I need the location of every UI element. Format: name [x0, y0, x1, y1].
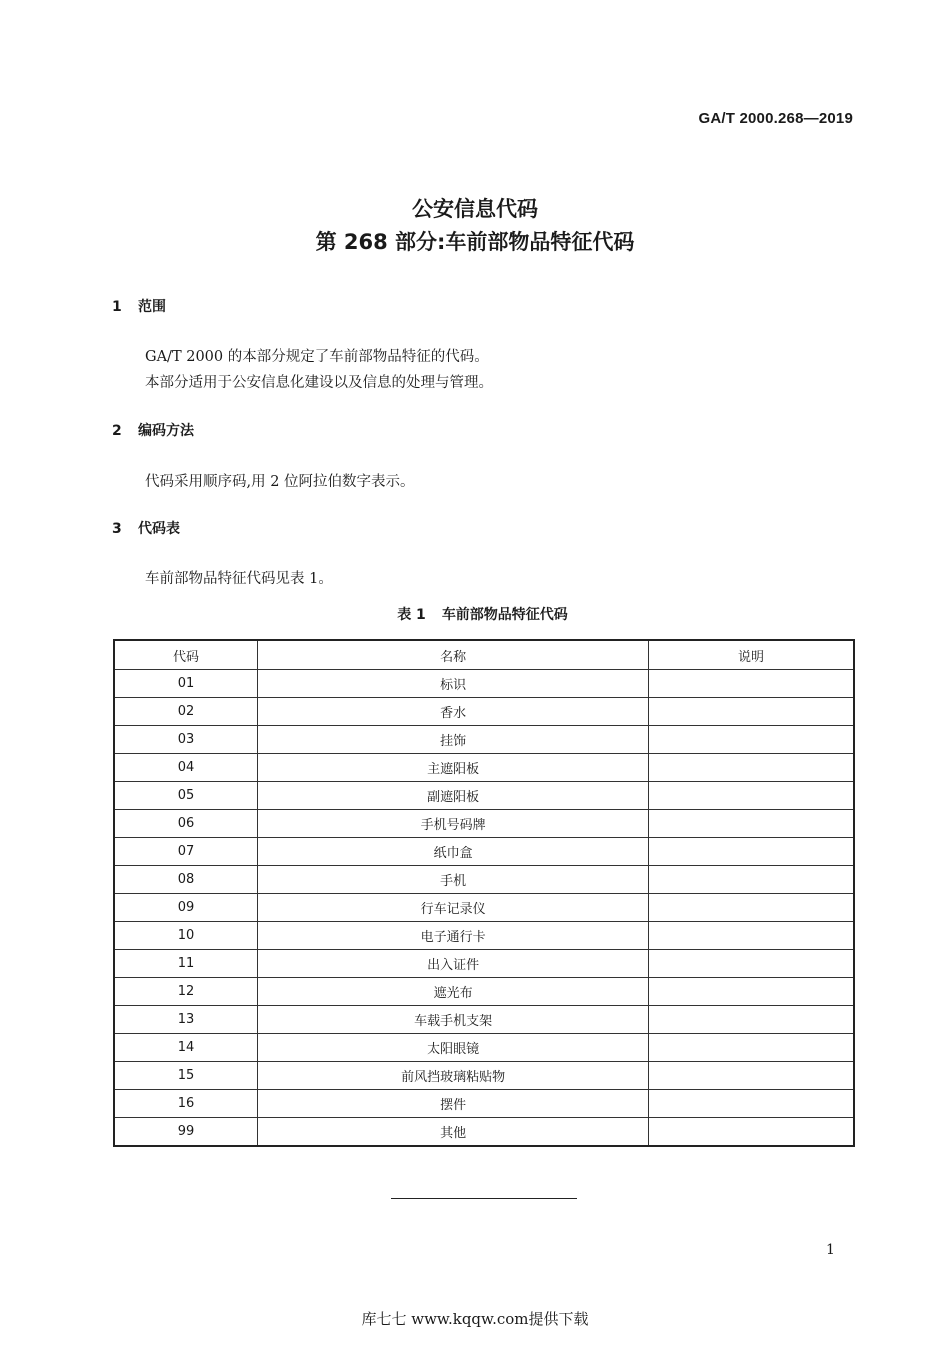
cell-name: 前风挡玻璃粘贴物: [258, 1062, 649, 1090]
cell-note: [649, 726, 854, 754]
table-row: [114, 782, 854, 810]
end-rule: [391, 1198, 577, 1199]
cell-name: 手机: [258, 866, 649, 894]
cell-name: 副遮阳板: [258, 782, 649, 810]
cell-note: [649, 950, 854, 978]
section-number: 2: [112, 423, 122, 439]
cell-code: 04: [114, 754, 258, 782]
cell-name: 摆件: [258, 1090, 649, 1118]
table-row: [114, 1118, 854, 1147]
cell-name: 遮光布: [258, 978, 649, 1006]
cell-note: [649, 866, 854, 894]
cell-name: 车载手机支架: [258, 1006, 649, 1034]
table-row: [114, 670, 854, 698]
cell-note: [649, 1034, 854, 1062]
paragraph: 车前部物品特征代码见表 1。: [145, 571, 333, 587]
cell-note: [649, 670, 854, 698]
paragraph: 代码采用顺序码,用 2 位阿拉伯数字表示。: [145, 474, 415, 490]
cell-name: 主遮阳板: [258, 754, 649, 782]
table-caption-title: 车前部物品特征代码: [441, 607, 568, 623]
section-title: 编码方法: [138, 423, 194, 439]
cell-note: [649, 922, 854, 950]
cell-note: [649, 754, 854, 782]
column-header-code: 代码: [114, 640, 258, 670]
table-row: [114, 978, 854, 1006]
table-row: [114, 1062, 854, 1090]
page-number: 1: [826, 1242, 835, 1258]
table-row: [114, 950, 854, 978]
cell-code: 02: [114, 698, 258, 726]
table-row: [114, 754, 854, 782]
cell-note: [649, 978, 854, 1006]
cell-name: 其他: [258, 1118, 649, 1147]
cell-name: 香水: [258, 698, 649, 726]
cell-code: 07: [114, 838, 258, 866]
cell-note: [649, 698, 854, 726]
cell-note: [649, 1006, 854, 1034]
table-row: [114, 838, 854, 866]
table-row: [114, 1090, 854, 1118]
table-row: [114, 1006, 854, 1034]
cell-code: 08: [114, 866, 258, 894]
cell-name: 出入证件: [258, 950, 649, 978]
section-heading-code-table: [112, 518, 180, 538]
cell-note: [649, 810, 854, 838]
cell-name: 电子通行卡: [258, 922, 649, 950]
table-header-row: [114, 640, 854, 670]
cell-note: [649, 894, 854, 922]
cell-code: 05: [114, 782, 258, 810]
cell-note: [649, 1118, 854, 1147]
column-header-note: 说明: [649, 640, 854, 670]
cell-name: 标识: [258, 670, 649, 698]
section-title: 代码表: [138, 521, 180, 537]
cell-name: 手机号码牌: [258, 810, 649, 838]
cell-name: 太阳眼镜: [258, 1034, 649, 1062]
cell-code: 09: [114, 894, 258, 922]
cell-name: 挂饰: [258, 726, 649, 754]
cell-name: 行车记录仪: [258, 894, 649, 922]
document-subtitle: 第 268 部分:车前部物品特征代码: [315, 230, 635, 254]
section-number: 3: [112, 521, 122, 537]
cell-code: 15: [114, 1062, 258, 1090]
table-row: [114, 922, 854, 950]
cell-note: [649, 782, 854, 810]
section-number: 1: [112, 299, 122, 315]
column-header-name: 名称: [258, 640, 649, 670]
table-row: [114, 866, 854, 894]
cell-code: 12: [114, 978, 258, 1006]
table-caption-label: 表 1: [397, 607, 426, 623]
document-title: 公安信息代码: [412, 197, 538, 221]
section-heading-coding-method: [112, 420, 194, 440]
cell-code: 01: [114, 670, 258, 698]
table-row: [114, 1034, 854, 1062]
cell-name: 纸巾盒: [258, 838, 649, 866]
standard-code: GA/T 2000.268—2019: [698, 110, 853, 127]
cell-code: 13: [114, 1006, 258, 1034]
section-title: 范围: [138, 299, 166, 315]
cell-note: [649, 838, 854, 866]
cell-note: [649, 1062, 854, 1090]
paragraph: 本部分适用于公安信息化建设以及信息的处理与管理。: [145, 375, 493, 391]
cell-code: 16: [114, 1090, 258, 1118]
table-row: [114, 698, 854, 726]
cell-code: 06: [114, 810, 258, 838]
code-table: [113, 639, 855, 1147]
cell-code: 03: [114, 726, 258, 754]
cell-code: 10: [114, 922, 258, 950]
paragraph: GA/T 2000 的本部分规定了车前部物品特征的代码。: [145, 349, 489, 365]
table-row: [114, 894, 854, 922]
cell-code: 11: [114, 950, 258, 978]
table-caption: [0, 604, 950, 624]
cell-note: [649, 1090, 854, 1118]
table-row: [114, 726, 854, 754]
section-heading-scope: [112, 296, 166, 316]
table-row: [114, 810, 854, 838]
cell-code: 99: [114, 1118, 258, 1147]
download-footer: 库七七 www.kqqw.com提供下载: [361, 1310, 589, 1328]
cell-code: 14: [114, 1034, 258, 1062]
